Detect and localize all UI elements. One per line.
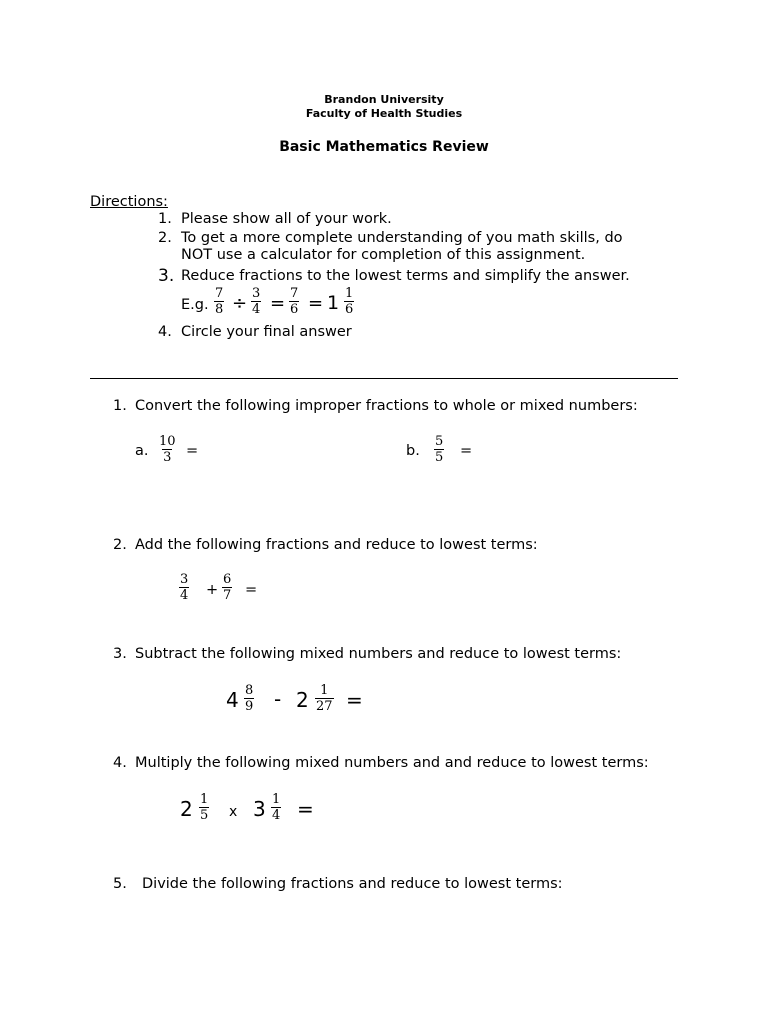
question-4-fraction-1 — [199, 793, 209, 823]
page-title: Basic Mathematics Review — [279, 139, 489, 155]
question-1b-equals: = — [460, 443, 473, 459]
denominator: 6 — [345, 302, 354, 317]
question-3-fraction-1 — [244, 684, 254, 714]
denominator: 9 — [245, 699, 254, 714]
question-1-text: Convert the following improper fractions to whole or mixed numbers: — [135, 398, 638, 414]
question-3-whole-2: 2 — [296, 688, 309, 712]
denominator: 6 — [290, 302, 299, 317]
question-3-whole-1: 4 — [226, 688, 239, 712]
example-divide-sign: ÷ — [232, 293, 248, 314]
denominator: 3 — [163, 450, 172, 465]
example-fraction-3 — [289, 287, 299, 317]
direction-2-line-2: NOT use a calculator for completion of this assignment. — [181, 247, 586, 263]
question-4-times: x — [229, 804, 238, 820]
direction-1-number: 1. — [158, 211, 172, 227]
denominator: 7 — [223, 588, 232, 603]
denominator: 5 — [200, 808, 209, 823]
question-3-text: Subtract the following mixed numbers and reduce to lowest terms: — [135, 646, 622, 662]
example-equals-1: = — [270, 293, 286, 314]
question-2-fraction-1 — [179, 573, 189, 603]
numerator: 3 — [180, 572, 189, 587]
question-4-number: 4. — [113, 755, 127, 771]
question-2-text: Add the following fractions and reduce to lowest terms: — [135, 537, 538, 553]
example-equals-2: = — [308, 293, 324, 314]
question-1-number: 1. — [113, 398, 127, 414]
direction-3-text: Reduce fractions to the lowest terms and simplify the answer. — [181, 268, 630, 284]
question-1b-label: b. — [406, 443, 420, 459]
numerator: 3 — [252, 286, 261, 301]
direction-1-text: Please show all of your work. — [181, 211, 392, 227]
question-4-whole-2: 3 — [253, 797, 266, 821]
direction-4-text: Circle your final answer — [181, 324, 352, 340]
question-2-fraction-2 — [222, 573, 232, 603]
question-1a-label: a. — [135, 443, 149, 459]
direction-3-number: 3. — [158, 266, 175, 286]
numerator: 8 — [245, 683, 254, 698]
question-4-text: Multiply the following mixed numbers and and reduce to lowest terms: — [135, 755, 649, 771]
numerator: 1 — [272, 792, 281, 807]
question-3-minus: - — [274, 687, 282, 711]
faculty-name: Faculty of Health Studies — [305, 107, 463, 120]
question-5-number: 5. — [113, 876, 127, 892]
example-fraction-1 — [214, 287, 224, 317]
numerator: 5 — [435, 434, 444, 449]
numerator: 7 — [290, 286, 299, 301]
example-fraction-4 — [344, 287, 354, 317]
numerator: 1 — [200, 792, 209, 807]
numerator: 6 — [223, 572, 232, 587]
question-4-equals: = — [297, 797, 314, 821]
example-fraction-2 — [251, 287, 261, 317]
question-5-text: Divide the following fractions and reduce to lowest terms: — [142, 876, 563, 892]
numerator: 10 — [159, 434, 176, 449]
example-prefix: E.g. — [181, 297, 209, 313]
denominator: 4 — [180, 588, 189, 603]
question-1b-fraction — [434, 435, 444, 465]
question-1a-equals: = — [186, 443, 199, 459]
numerator: 7 — [215, 286, 224, 301]
question-4-fraction-2 — [271, 793, 281, 823]
question-3-number: 3. — [113, 646, 127, 662]
question-4-whole-1: 2 — [180, 797, 193, 821]
question-2-plus: + — [206, 582, 219, 598]
direction-2-line-1: To get a more complete understanding of you math skills, do — [181, 230, 623, 246]
denominator: 27 — [316, 699, 333, 714]
question-3-fraction-2 — [315, 684, 334, 714]
numerator: 1 — [320, 683, 329, 698]
numerator: 1 — [345, 286, 354, 301]
question-1a-fraction — [158, 435, 177, 465]
denominator: 8 — [215, 302, 224, 317]
denominator: 4 — [272, 808, 281, 823]
section-divider — [90, 378, 678, 379]
directions-heading: Directions: — [90, 194, 168, 210]
question-2-number: 2. — [113, 537, 127, 553]
denominator: 4 — [252, 302, 261, 317]
question-2-equals: = — [245, 582, 258, 598]
direction-2-number: 2. — [158, 230, 172, 246]
university-name: Brandon University — [324, 93, 444, 106]
question-3-equals: = — [346, 688, 363, 712]
direction-4-number: 4. — [158, 324, 172, 340]
example-whole-number: 1 — [327, 292, 340, 314]
denominator: 5 — [435, 450, 444, 465]
